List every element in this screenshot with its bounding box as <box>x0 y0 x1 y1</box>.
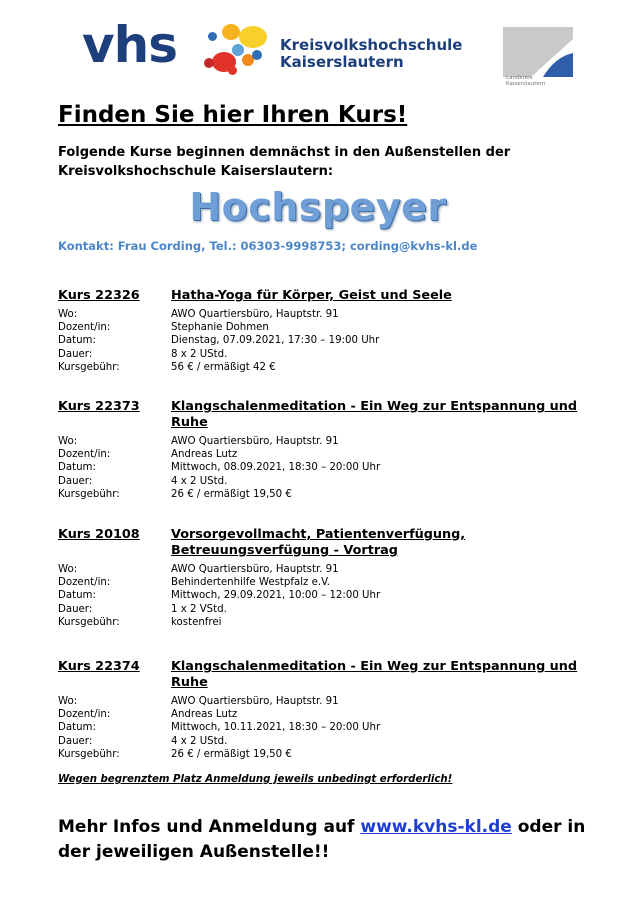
detail-label: Wo: <box>58 309 78 320</box>
detail-row-location <box>58 695 588 708</box>
detail-row-location <box>58 308 588 321</box>
more-info-text-after: oder in der jeweiligen Außenstelle!! <box>58 817 586 862</box>
logo-dot-blue <box>208 32 217 41</box>
detail-label: Dozent/in: <box>58 322 111 334</box>
detail-value: 26 € / ermäßigt 19,50 € <box>171 748 292 760</box>
detail-row-location <box>58 435 588 448</box>
detail-row-date <box>58 589 588 602</box>
course-block <box>58 288 588 374</box>
course-title: Klangschalenmeditation - Ein Weg zur Entspannung und Ruhe <box>171 659 578 690</box>
detail-row-duration <box>58 735 588 748</box>
detail-value: AWO Quartiersbüro, Hauptstr. 91 <box>171 696 339 707</box>
detail-row-instructor <box>58 708 588 721</box>
detail-label: Dozent/in: <box>58 449 111 461</box>
course-heading <box>58 288 588 304</box>
course-block <box>58 659 588 761</box>
detail-value: 56 € / ermäßigt 42 € <box>171 361 276 373</box>
detail-label: Datum: <box>58 335 96 347</box>
detail-value: Mittwoch, 10.11.2021, 18:30 – 20:00 Uhr <box>171 722 381 734</box>
detail-label: Dauer: <box>58 603 93 615</box>
detail-row-fee <box>58 361 588 374</box>
detail-row-instructor <box>58 576 588 589</box>
course-title: Hatha-Yoga für Körper, Geist und Seele <box>171 288 452 303</box>
registration-notice: Wegen begrenztem Platz Anmeldung jeweils unbedingt erforderlich! <box>58 774 453 785</box>
detail-label: Wo: <box>58 564 78 575</box>
detail-label: Kursgebühr: <box>58 488 120 500</box>
org-name <box>280 37 462 71</box>
detail-row-date <box>58 721 588 734</box>
course-number: Kurs 22326 <box>58 288 140 303</box>
course-heading <box>58 527 588 559</box>
detail-row-location <box>58 563 588 576</box>
detail-value: Dienstag, 07.09.2021, 17:30 – 19:00 Uhr <box>171 335 380 347</box>
course-block <box>58 527 588 629</box>
detail-value: Mittwoch, 29.09.2021, 10:00 – 12:00 Uhr <box>171 590 381 602</box>
detail-label: Kursgebühr: <box>58 748 120 760</box>
logo-dot-orange <box>222 24 240 40</box>
detail-label: Dauer: <box>58 348 93 360</box>
header <box>0 0 636 95</box>
course-heading <box>58 399 588 431</box>
logo-dot-darkred <box>204 58 214 68</box>
detail-value: Andreas Lutz <box>171 449 238 461</box>
website-link[interactable]: www.kvhs-kl.de <box>360 817 512 837</box>
logo-dot-red-small <box>228 66 237 75</box>
course-number: Kurs 22374 <box>58 659 140 674</box>
course-title: Vorsorgevollmacht, Patientenverfügung, Betreuungsverfügung - Vortrag <box>171 527 466 558</box>
detail-label: Datum: <box>58 590 96 602</box>
contact-line: Kontakt: Frau Cording, Tel.: 06303-9998753; cording@kvhs-kl.de <box>58 239 478 253</box>
vhs-logo <box>82 16 272 84</box>
detail-value: 26 € / ermäßigt 19,50 € <box>171 488 292 500</box>
detail-value: Mittwoch, 08.09.2021, 18:30 – 20:00 Uhr <box>171 462 381 474</box>
detail-label: Kursgebühr: <box>58 361 120 373</box>
detail-row-fee <box>58 488 588 501</box>
detail-value: AWO Quartiersbüro, Hauptstr. 91 <box>171 564 339 575</box>
detail-label: Wo: <box>58 436 78 447</box>
detail-value: AWO Quartiersbüro, Hauptstr. 91 <box>171 309 339 320</box>
detail-value: 8 x 2 UStd. <box>171 348 228 360</box>
detail-row-fee <box>58 748 588 761</box>
logo-dot-blue-small <box>252 50 262 60</box>
landkreis-emblem-icon <box>503 27 573 77</box>
more-info <box>58 815 598 865</box>
detail-row-duration <box>58 603 588 616</box>
logo-dot-yellow <box>239 26 267 48</box>
course-title: Klangschalenmeditation - Ein Weg zur Entspannung und Ruhe <box>171 399 578 430</box>
detail-label: Dauer: <box>58 475 93 487</box>
detail-label: Kursgebühr: <box>58 616 120 628</box>
detail-label: Dauer: <box>58 735 93 747</box>
intro-text: Folgende Kurse beginnen demnächst in den Außenstellen der Kreisvolkshochschule Kaiserslautern: <box>58 145 511 179</box>
landkreis-text <box>506 75 545 87</box>
detail-value: AWO Quartiersbüro, Hauptstr. 91 <box>171 436 339 447</box>
logo-dot-lightblue <box>232 44 244 56</box>
detail-value: 4 x 2 UStd. <box>171 735 228 747</box>
landkreis-line2: Kaiserslautern <box>506 81 546 87</box>
landkreis-logo <box>503 27 575 89</box>
detail-value: Behindertenhilfe Westpfalz e.V. <box>171 577 331 589</box>
detail-row-date <box>58 461 588 474</box>
detail-row-instructor <box>58 448 588 461</box>
page-title: Finden Sie hier Ihren Kurs! <box>58 102 408 128</box>
course-heading <box>58 659 588 691</box>
detail-row-instructor <box>58 321 588 334</box>
detail-row-fee <box>58 616 588 629</box>
detail-row-duration <box>58 475 588 488</box>
vhs-logo-text: vhs <box>82 16 177 74</box>
course-number: Kurs 20108 <box>58 527 140 542</box>
more-info-text: Mehr Infos und Anmeldung auf <box>58 817 361 837</box>
detail-label: Dozent/in: <box>58 577 111 589</box>
course-details <box>58 308 588 374</box>
location-heading: Hochspeyer <box>189 185 447 229</box>
detail-value: 4 x 2 UStd. <box>171 475 228 487</box>
detail-label: Datum: <box>58 722 96 734</box>
course-details <box>58 563 588 629</box>
org-name-line2: Kaiserslautern <box>280 53 404 71</box>
detail-value: 1 x 2 VStd. <box>171 603 227 615</box>
detail-label: Dozent/in: <box>58 709 111 721</box>
course-details <box>58 695 588 761</box>
detail-label: Datum: <box>58 462 96 474</box>
detail-row-duration <box>58 348 588 361</box>
course-block <box>58 399 588 501</box>
course-number: Kurs 22373 <box>58 399 140 414</box>
detail-value: Stephanie Dohmen <box>171 322 269 334</box>
detail-row-date <box>58 334 588 347</box>
org-name-line1: Kreisvolkshochschule <box>280 36 463 54</box>
detail-label: Wo: <box>58 696 78 707</box>
course-details <box>58 435 588 501</box>
landkreis-line1: Landkreis <box>506 75 533 81</box>
detail-value: kostenfrei <box>171 616 222 628</box>
detail-value: Andreas Lutz <box>171 709 238 721</box>
